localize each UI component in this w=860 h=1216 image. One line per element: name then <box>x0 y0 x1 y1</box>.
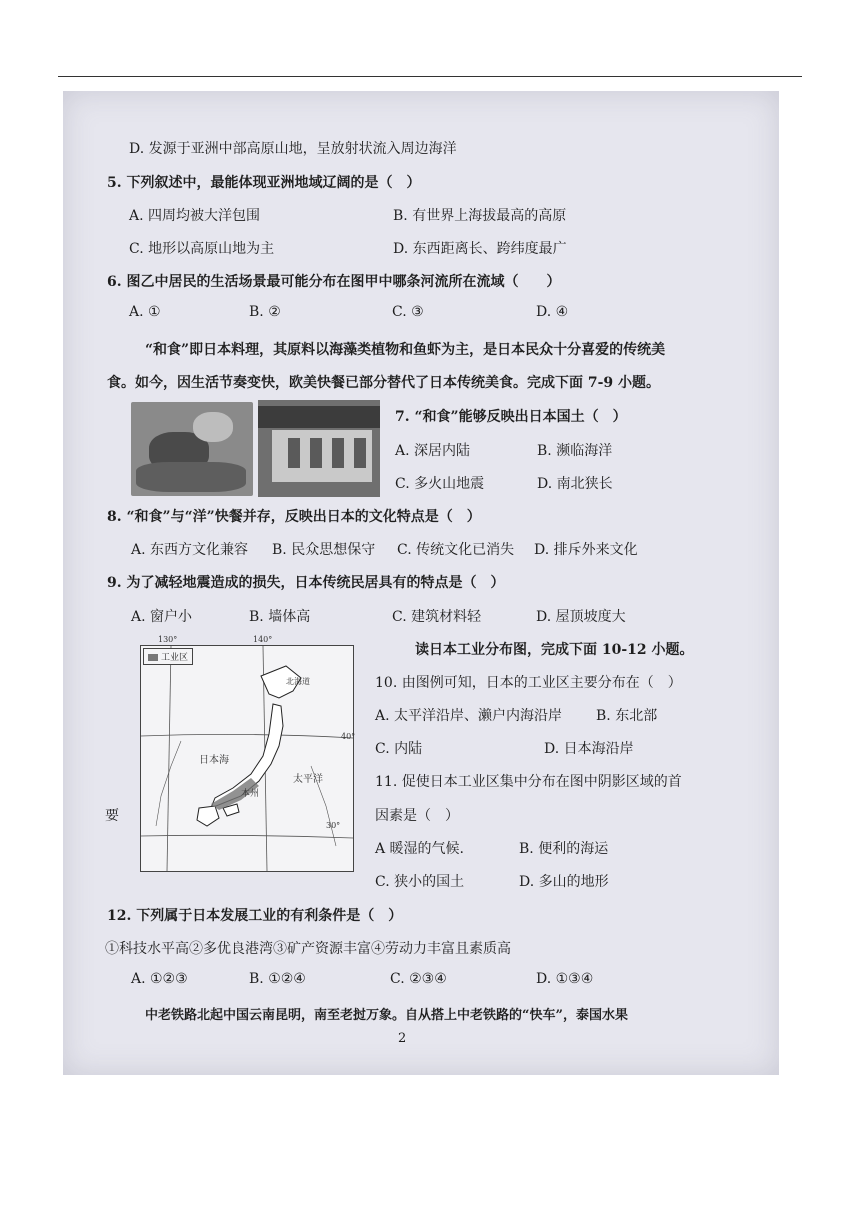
map-legend: 工业区 <box>143 648 193 665</box>
question-5: 5. 下列叙述中，最能体现亚洲地域辽阔的是（ ） <box>107 175 421 191</box>
honshu-label: 本州 <box>241 789 260 799</box>
q11-option-b: B. 便利的海运 <box>519 841 609 857</box>
q8-option-c: C. 传统文化已消失 <box>397 542 515 558</box>
q9-option-c: C. 建筑材料轻 <box>392 609 482 625</box>
q12-option-c: C. ②③④ <box>390 971 447 987</box>
q9-option-d: D. 屋顶坡度大 <box>536 609 626 625</box>
q8-option-a: A. 东西方文化兼容 <box>131 542 249 558</box>
q12-option-b: B. ①②④ <box>249 971 306 987</box>
q8-option-b: B. 民众思想保守 <box>272 542 376 558</box>
map-intro-text: 读日本工业分布图，完成下面 10-12 小题。 <box>415 642 694 658</box>
china-laos-railway-passage: 中老铁路北起中国云南昆明，南至老挝万象。自从搭上中老铁路的“快车”，泰国水果 <box>145 1008 628 1023</box>
q12-option-a: A. ①②③ <box>131 971 188 987</box>
q8-option-d: D. 排斥外来文化 <box>534 542 638 558</box>
washoku-passage-line1: “和食”即日本料理，其原料以海藻类植物和鱼虾为主，是日本民众十分喜爱的传统美 <box>145 342 666 358</box>
question-12: 12. 下列属于日本发展工业的有利条件是（ ） <box>107 908 403 924</box>
page-number: 2 <box>398 1031 407 1046</box>
q10-option-c: C. 内陆 <box>375 741 423 757</box>
q5-option-b: B. 有世界上海拔最高的高原 <box>393 208 567 224</box>
pacific-ocean-label: 太平洋 <box>293 774 323 785</box>
question-6: 6. 图乙中居民的生活场景最可能分布在图甲中哪条河流所在流域（ ） <box>107 274 561 290</box>
q5-option-a: A. 四周均被大洋包围 <box>129 208 261 224</box>
q6-option-d: D. ④ <box>536 304 569 320</box>
hokkaido-label: 北海道 <box>286 677 310 686</box>
latitude-30-label: 30° <box>326 821 341 830</box>
washoku-passage-line2: 食。如今，因生活节奏变快，欧美快餐已部分替代了日本传统美食。完成下面 7-9 小题。 <box>107 375 661 391</box>
question-11-overflow-char: 要 <box>105 808 119 824</box>
q6-option-a: A. ① <box>129 304 161 320</box>
longitude-130-label: 130° <box>158 635 178 644</box>
q5-option-d: D. 东西距离长、跨纬度最广 <box>393 241 567 257</box>
question-9: 9. 为了减轻地震造成的损失，日本传统民居具有的特点是（ ） <box>107 575 505 591</box>
q12-statements: ①科技水平高②多优良港湾③矿产资源丰富④劳动力丰富且素质高 <box>105 941 511 957</box>
traditional-house-photo <box>258 400 380 497</box>
q10-option-b: B. 东北部 <box>596 708 658 724</box>
q10-option-d: D. 日本海沿岸 <box>544 741 634 757</box>
washoku-food-photo <box>131 402 253 496</box>
q7-option-d: D. 南北狭长 <box>537 476 613 492</box>
q11-option-c: C. 狭小的国土 <box>375 874 465 890</box>
q6-option-b: B. ② <box>249 304 281 320</box>
question-8: 8. “和食”与“洋”快餐并存，反映出日本的文化特点是（ ） <box>107 509 481 525</box>
q11-option-a: A 暖湿的气候. <box>375 841 465 857</box>
q9-option-b: B. 墙体高 <box>249 609 311 625</box>
q4-option-d: D. 发源于亚洲中部高原山地，呈放射状流入周边海洋 <box>129 141 457 157</box>
q11-option-d: D. 多山的地形 <box>519 874 609 890</box>
question-7: 7. “和食”能够反映出日本国土（ ） <box>395 409 627 425</box>
longitude-140-label: 140° <box>253 635 273 644</box>
q6-option-c: C. ③ <box>392 304 424 320</box>
q12-option-d: D. ①③④ <box>536 971 594 987</box>
q10-option-a: A. 太平洋沿岸、濑户内海沿岸 <box>375 708 563 724</box>
question-11-line2: 因素是（ ） <box>375 808 459 824</box>
question-10: 10. 由图例可知，日本的工业区主要分布在（ ） <box>375 675 682 691</box>
q7-option-a: A. 深居内陆 <box>395 443 471 459</box>
q5-option-c: C. 地形以高原山地为主 <box>129 241 275 257</box>
question-11-line1: 11. 促使日本工业区集中分布在图中阴影区域的首 <box>375 774 682 790</box>
q9-option-a: A. 窗户小 <box>131 609 193 625</box>
q7-option-b: B. 濒临海洋 <box>537 443 613 459</box>
sea-of-japan-label: 日本海 <box>199 755 229 766</box>
top-rule <box>58 76 802 77</box>
q7-option-c: C. 多火山地震 <box>395 476 485 492</box>
japan-industry-map <box>140 635 356 872</box>
latitude-40-label: 40° <box>341 732 356 741</box>
